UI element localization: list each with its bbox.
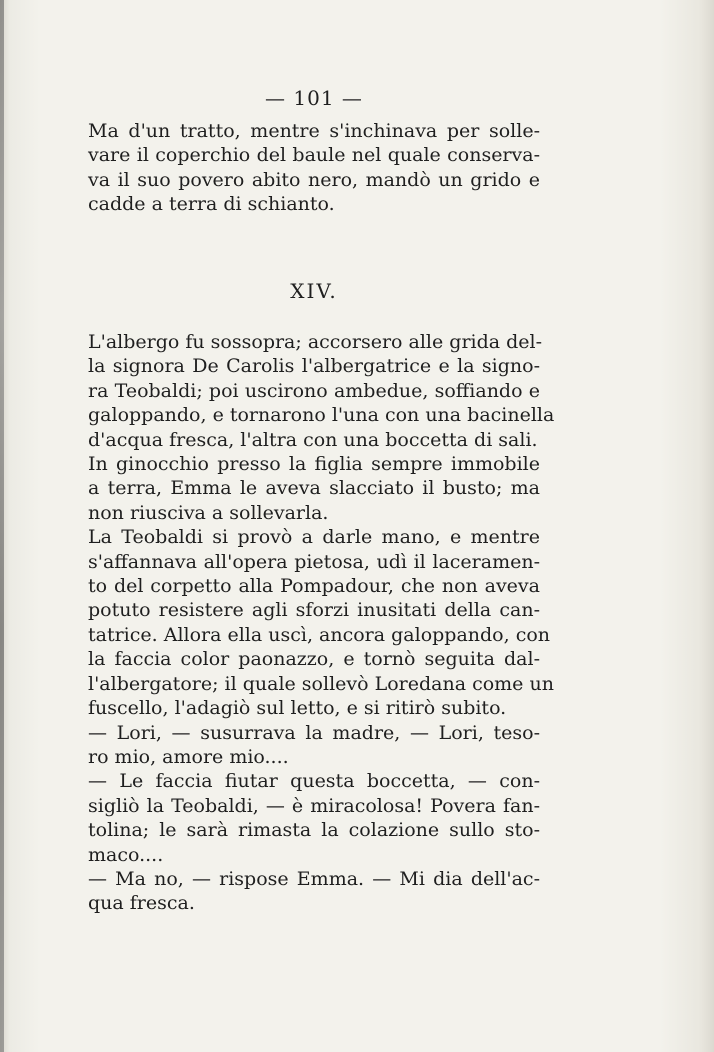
text-line: la signora De Carolis l'albergatrice e la signo- [88, 355, 540, 378]
opening-paragraph [88, 119, 540, 217]
text-line: ro mio, amore mio.... [88, 745, 289, 768]
text-line: maco.... [88, 843, 164, 866]
chapter-text [88, 330, 555, 916]
text-line: La Teobaldi si provò a darle mano, e mentre [88, 526, 540, 549]
text-line: potuto resistere agli sforzi inusitati della can- [88, 599, 540, 622]
text-line: galoppando, e tornarono l'una con una bacinella [88, 404, 555, 427]
chapter-heading: XIV. [290, 279, 338, 303]
text-line: fuscello, l'adagiò sul letto, e si ritirò subito. [88, 697, 507, 720]
page-number: — 101 — [265, 86, 363, 110]
page-binding-edge [0, 0, 4, 1052]
text-line: — Le faccia fiutar questa boccetta, — con- [88, 770, 540, 793]
text-line: va il suo povero abito nero, mandò un grido e [88, 168, 540, 191]
text-line: — Lori, — susurrava la madre, — Lori, teso- [88, 721, 540, 744]
text-line: cadde a terra di schianto. [88, 193, 335, 216]
text-line: s'affannava all'opera pietosa, udì il laceramen- [88, 550, 540, 573]
text-line: In ginocchio presso la figlia sempre immobile [88, 453, 540, 476]
text-line: l'albergatore; il quale sollevò Loredana come un [88, 672, 554, 695]
text-line: la faccia color paonazzo, e tornò seguita dal- [88, 648, 540, 671]
text-line: L'albergo fu sossopra; accorsero alle grida del- [88, 331, 543, 353]
text-line: non riusciva a sollevarla. [88, 501, 329, 524]
text-line: ra Teobaldi; poi uscirono ambedue, soffiando e [88, 379, 540, 402]
text-line: vare il coperchio del baule nel quale conserva- [88, 144, 540, 167]
text-line: to del corpetto alla Pompadour, che non aveva [88, 575, 540, 598]
text-line: d'acqua fresca, l'altra con una boccetta di sali. [88, 428, 538, 451]
text-line: tolina; le sarà rimasta la colazione sullo sto- [88, 819, 540, 842]
text-line: qua fresca. [88, 892, 195, 915]
text-line: a terra, Emma le aveva slacciato il busto; ma [88, 477, 540, 500]
text-line: Ma d'un tratto, mentre s'inchinava per solle- [88, 120, 540, 142]
text-line: — Ma no, — rispose Emma. — Mi dia dell'ac- [88, 867, 540, 890]
text-line: tatrice. Allora ella uscì, ancora galoppando, con [88, 623, 551, 646]
text-line: sigliò la Teobaldi, — è miracolosa! Povera fan- [88, 794, 540, 817]
